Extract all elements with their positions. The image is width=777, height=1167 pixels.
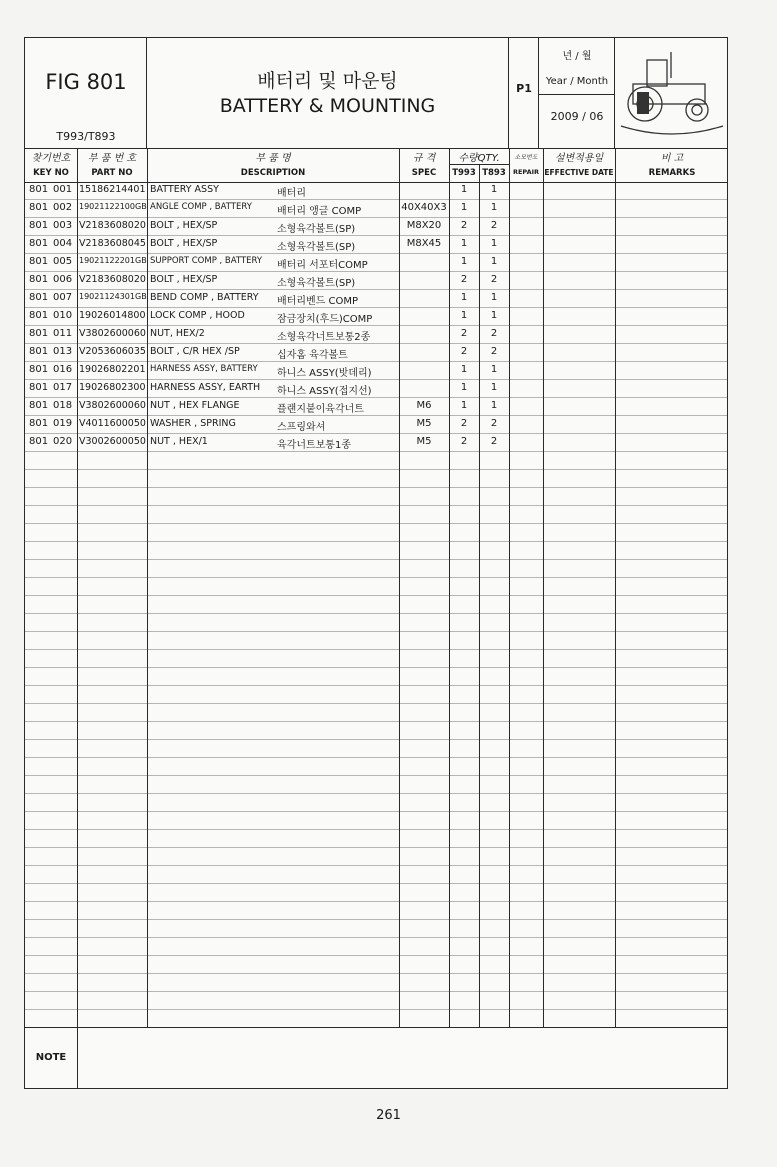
row-desc-ko: 소형육각너트보통2종 (277, 332, 371, 343)
row-qty-t993: 1 (460, 400, 468, 411)
table-row (25, 686, 727, 704)
row-spec: M5 (416, 436, 432, 447)
row-qty-t993: 1 (460, 310, 468, 321)
column-header (25, 148, 727, 183)
row-part: V3802600060 (79, 400, 146, 411)
row-key: 020 (53, 436, 73, 447)
row-qty-t893: 2 (490, 274, 498, 285)
row-qty-t893: 1 (490, 310, 498, 321)
figure-number: FIG 801 (45, 70, 127, 94)
row-desc-en: BATTERY ASSY (150, 184, 219, 195)
table-row (25, 200, 727, 218)
row-fig: 801 (29, 382, 49, 393)
row-qty-t893: 2 (490, 346, 498, 357)
row-fig: 801 (29, 202, 49, 213)
row-qty-t893: 2 (490, 436, 498, 447)
table-row (25, 290, 727, 308)
table-row (25, 1010, 727, 1028)
row-qty-t993: 1 (460, 256, 468, 267)
key-header: KEY NO (33, 168, 69, 178)
table-row (25, 848, 727, 866)
row-qty-t893: 1 (490, 400, 498, 411)
table-row (25, 362, 727, 380)
row-part: 15186214401 (79, 184, 146, 195)
table-row (25, 758, 727, 776)
table-row (25, 434, 727, 452)
table-row (25, 884, 727, 902)
row-fig: 801 (29, 328, 49, 339)
title-english: BATTERY & MOUNTING (219, 95, 436, 117)
row-key: 016 (53, 364, 73, 375)
effective-header-ko: 설변적용일 (554, 153, 604, 164)
row-qty-t993: 1 (460, 292, 468, 303)
row-part: V3002600050 (79, 436, 146, 447)
qty-t893-header: T893 (482, 168, 506, 178)
table-row (25, 614, 727, 632)
row-desc-ko: 십자홈 육각볼트 (277, 350, 348, 361)
row-desc-en: HARNESS ASSY, EARTH (150, 382, 261, 393)
desc-header-ko: 부 품 명 (255, 153, 291, 164)
effective-header: EFFECTIVE DATE (544, 168, 614, 177)
table-row (25, 902, 727, 920)
row-key: 002 (53, 202, 73, 213)
row-part: 19026014800 (79, 310, 146, 321)
qty-t993-header: T993 (452, 168, 476, 178)
table-row (25, 416, 727, 434)
row-fig: 801 (29, 292, 49, 303)
table-row (25, 578, 727, 596)
row-desc-en: BOLT , HEX/SP (150, 220, 218, 231)
table-row (25, 938, 727, 956)
row-qty-t993: 2 (460, 436, 468, 447)
table-row (25, 812, 727, 830)
note-section (25, 1027, 727, 1088)
row-desc-ko: 하니스 ASSY(접지선) (277, 386, 372, 397)
row-key: 004 (53, 238, 73, 249)
row-desc-ko: 잠금장치(후드)COMP (277, 314, 373, 325)
year-month-korean: 년 / 월 (562, 51, 592, 62)
table-row (25, 866, 727, 884)
row-qty-t893: 2 (490, 418, 498, 429)
row-key: 006 (53, 274, 73, 285)
table-row (25, 218, 727, 236)
row-key: 013 (53, 346, 73, 357)
row-desc-en: NUT, HEX/2 (150, 328, 205, 339)
row-part: V2053606035 (79, 346, 146, 357)
issue-date: 2009 / 06 (550, 110, 604, 123)
part-header-ko: 부 품 번 호 (87, 153, 137, 164)
table-row (25, 236, 727, 254)
row-qty-t893: 1 (490, 256, 498, 267)
year-month-english: Year / Month (545, 76, 609, 87)
table-row (25, 542, 727, 560)
row-qty-t893: 2 (490, 328, 498, 339)
table-row (25, 560, 727, 578)
table-row (25, 830, 727, 848)
row-key: 011 (53, 328, 73, 339)
row-qty-t893: 1 (490, 184, 498, 195)
table-row (25, 704, 727, 722)
table-row (25, 668, 727, 686)
row-qty-t993: 2 (460, 346, 468, 357)
page-code-cell (509, 38, 539, 148)
row-key: 001 (53, 184, 73, 195)
part-header: PART NO (91, 168, 133, 178)
row-qty-t893: 1 (490, 292, 498, 303)
row-qty-t993: 2 (460, 328, 468, 339)
figure-cell (25, 38, 147, 148)
row-fig: 801 (29, 274, 49, 285)
row-desc-ko: 하니스 ASSY(밧데리) (277, 368, 372, 379)
row-fig: 801 (29, 418, 49, 429)
row-desc-ko: 소형육각볼트(SP) (277, 278, 356, 289)
parts-sheet (24, 37, 728, 1089)
row-desc-en: LOCK COMP , HOOD (150, 310, 245, 321)
tractor-illustration (615, 38, 729, 148)
row-fig: 801 (29, 256, 49, 267)
table-row (25, 956, 727, 974)
row-qty-t993: 1 (460, 382, 468, 393)
table-row (25, 308, 727, 326)
table-row (25, 398, 727, 416)
row-qty-t893: 1 (490, 364, 498, 375)
table-row (25, 326, 727, 344)
date-cell (539, 38, 615, 148)
page-code: P1 (516, 82, 532, 95)
row-desc-en: BEND COMP , BATTERY (150, 292, 259, 303)
row-qty-t993: 1 (460, 184, 468, 195)
table-row (25, 506, 727, 524)
remarks-header: REMARKS (648, 168, 696, 178)
row-part: V3802600060 (79, 328, 146, 339)
row-spec: M6 (416, 400, 432, 411)
row-part: V4011600050 (79, 418, 146, 429)
row-desc-en: NUT , HEX FLANGE (150, 400, 240, 411)
row-desc-ko: 육각너트보통1종 (277, 440, 351, 451)
parts-table (25, 182, 727, 1027)
row-spec: M8X45 (406, 238, 442, 249)
table-row (25, 650, 727, 668)
table-row (25, 740, 727, 758)
row-desc-ko: 배터리 앵글 COMP (277, 206, 362, 217)
table-row (25, 452, 727, 470)
row-qty-t993: 1 (460, 202, 468, 213)
row-fig: 801 (29, 184, 49, 195)
row-desc-en: HARNESS ASSY, BATTERY (150, 364, 258, 374)
row-desc-ko: 배터리 서포터COMP (277, 260, 368, 271)
table-row (25, 380, 727, 398)
row-part: 19026802300 (79, 382, 146, 393)
row-qty-t893: 2 (490, 220, 498, 231)
row-part: 19026802201 (79, 364, 146, 375)
row-desc-ko: 소형육각볼트(SP) (277, 242, 356, 253)
row-qty-t993: 2 (460, 418, 468, 429)
table-row (25, 794, 727, 812)
row-fig: 801 (29, 436, 49, 447)
row-qty-t893: 1 (490, 238, 498, 249)
row-part: 19021124301GB (79, 292, 147, 301)
sheet-header (25, 38, 727, 149)
table-row (25, 992, 727, 1010)
table-row (25, 254, 727, 272)
row-key: 007 (53, 292, 73, 303)
row-desc-en: ANGLE COMP , BATTERY (150, 202, 252, 212)
row-desc-ko: 배터리벤드 COMP (277, 296, 358, 307)
row-desc-ko: 배터리 (277, 188, 306, 199)
row-qty-t993: 1 (460, 238, 468, 249)
row-fig: 801 (29, 346, 49, 357)
page-number: 261 (376, 1108, 401, 1123)
row-spec: M8X20 (406, 220, 442, 231)
row-part: 19021122201GB (79, 256, 147, 265)
row-part: V2183608045 (79, 238, 146, 249)
spec-header-ko: 규 격 (412, 153, 436, 164)
tractor-icon (615, 38, 729, 148)
row-key: 005 (53, 256, 73, 267)
title-korean: 배터리 및 마운팅 (257, 70, 398, 92)
table-row (25, 632, 727, 650)
row-fig: 801 (29, 310, 49, 321)
row-key: 018 (53, 400, 73, 411)
note-label: NOTE (35, 1052, 67, 1063)
row-fig: 801 (29, 400, 49, 411)
row-fig: 801 (29, 238, 49, 249)
repair-header-ko: 소모번도 (514, 154, 538, 161)
row-key: 003 (53, 220, 73, 231)
table-row (25, 776, 727, 794)
row-desc-en: BOLT , HEX/SP (150, 238, 218, 249)
row-part: 19021122100GB (79, 202, 147, 211)
table-row (25, 272, 727, 290)
table-row (25, 722, 727, 740)
row-desc-ko: 스프링와셔 (277, 422, 326, 433)
repair-header: REPAIR (512, 168, 540, 176)
title-cell (147, 38, 509, 148)
desc-header: DESCRIPTION (240, 168, 306, 178)
table-row (25, 920, 727, 938)
row-part: V2183608020 (79, 220, 146, 231)
row-desc-ko: 플랜지붙이육각너트 (277, 404, 364, 415)
row-qty-t893: 1 (490, 382, 498, 393)
qty-header: 수량QTY. (458, 153, 500, 164)
row-fig: 801 (29, 364, 49, 375)
row-spec: 40X40X3 (401, 202, 447, 213)
row-fig: 801 (29, 220, 49, 231)
key-header-ko: 찾기번호 (31, 153, 71, 164)
row-desc-en: BOLT , C/R HEX /SP (150, 346, 240, 357)
table-row (25, 344, 727, 362)
row-qty-t993: 2 (460, 220, 468, 231)
row-desc-en: BOLT , HEX/SP (150, 274, 218, 285)
row-key: 017 (53, 382, 73, 393)
table-row (25, 182, 727, 200)
row-key: 019 (53, 418, 73, 429)
row-desc-en: NUT , HEX/1 (150, 436, 208, 447)
row-qty-t893: 1 (490, 202, 498, 213)
table-row (25, 596, 727, 614)
table-row (25, 470, 727, 488)
row-qty-t993: 2 (460, 274, 468, 285)
row-part: V2183608020 (79, 274, 146, 285)
model-label: T993/T893 (56, 130, 116, 143)
table-row (25, 524, 727, 542)
row-desc-en: WASHER , SPRING (150, 418, 236, 429)
row-desc-ko: 소형육각볼트(SP) (277, 224, 356, 235)
spec-header: SPEC (411, 168, 437, 178)
row-qty-t993: 1 (460, 364, 468, 375)
table-row (25, 488, 727, 506)
row-spec: M5 (416, 418, 432, 429)
row-key: 010 (53, 310, 73, 321)
remarks-header-ko: 비 고 (660, 153, 684, 164)
row-desc-en: SUPPORT COMP , BATTERY (150, 256, 263, 266)
table-row (25, 974, 727, 992)
